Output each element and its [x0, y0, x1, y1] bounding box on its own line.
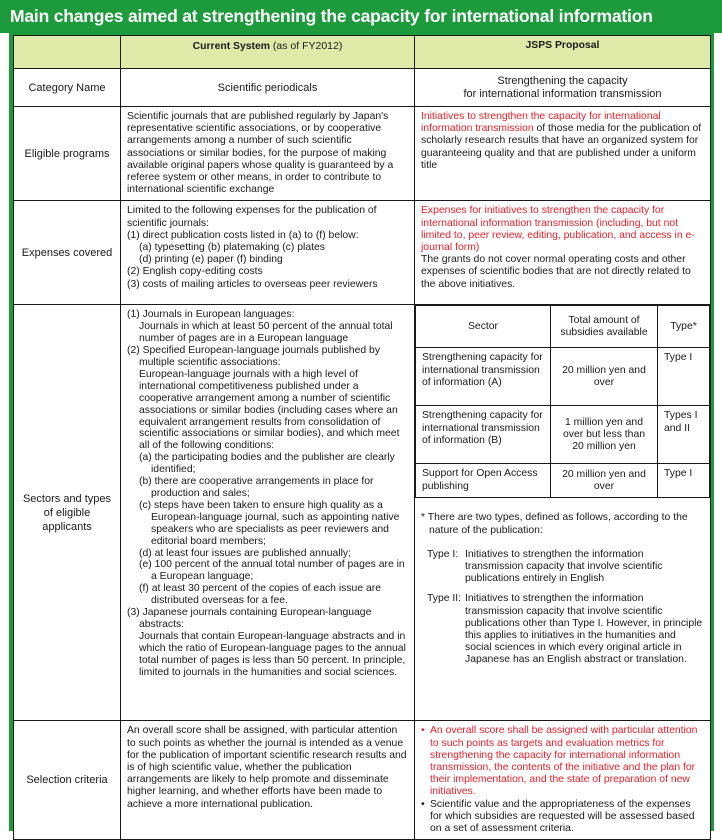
- type-notes: [415, 498, 710, 670]
- sector-row-1-type: Type I: [658, 348, 710, 406]
- sector-row-2-amount: 1 million yen and over but less than 20 million yen: [551, 406, 658, 464]
- expenses-intro: Limited to the following expenses for the publication of scientific journals:: [127, 205, 377, 229]
- expenses-proposal-highlight: Expenses for initiatives to strengthen the capacity for international information transmission (including, but not limited to, peer review, editing, publication, and access in e-journal form): [421, 205, 695, 254]
- type-1-text: Initiatives to strengthen the information transmission capacity that involve scientific publications entirely in English: [465, 548, 663, 585]
- sector-row: [416, 348, 710, 406]
- sectors-item-3: (3) Japanese journals containing European-language abstracts:: [127, 607, 372, 630]
- type-1-label: Type I:: [427, 548, 459, 560]
- expenses-label: Expenses covered: [14, 201, 121, 305]
- category-proposal-line1: Strengthening the capacity: [497, 74, 628, 87]
- type-2-label: Type II:: [427, 593, 462, 605]
- sectors-label: Sectors and types of eligible applicants: [14, 305, 121, 721]
- sector-head-amount: Total amount of subsidies available: [551, 306, 658, 348]
- comparison-table: [13, 35, 711, 840]
- eligible-proposal-text: of those media for the publication of scholarly research results that have an organized system for guaranteeing quality and that are published under a uniform title: [421, 123, 702, 171]
- selection-proposal: [415, 721, 711, 840]
- row-sectors: [14, 305, 711, 721]
- header-proposal: JSPS Proposal: [415, 36, 711, 69]
- type-2-text: Initiatives to strengthen the information transmission capacity that involve scientific publications other than Type I. However, in principle this applies to initiatives in the humanities and social sciences in which every original article in Japanese has an English abstract or translation.: [465, 593, 703, 666]
- eligible-proposal-highlight: Initiatives to strengthen the capacity for international information transmission: [421, 111, 661, 135]
- row-eligible: [14, 107, 711, 201]
- expenses-item-1a: (a) typesetting (b) platemaking (c) plates: [139, 242, 325, 254]
- row-expenses: [14, 201, 711, 305]
- sectors-item-1: (1) Journals in European languages:: [127, 309, 295, 321]
- selection-current: An overall score shall be assigned, with particular attention to such points as whether the journal is intended as a venue for the publication of important scientific research results and is of high scientific value, whether the publication arrangements are likely to help promote and disseminate higher learning, and whether efforts have been made to achieve a more international publication.: [121, 721, 415, 840]
- sectors-proposal: [415, 305, 711, 721]
- sector-subtable: [415, 305, 710, 498]
- type-2-note: [421, 593, 704, 666]
- sectors-cond-d: (d) at least four issues are published annually;: [139, 547, 351, 559]
- category-current: Scientific periodicals: [121, 69, 415, 107]
- selection-proposal-text: Scientific value and the appropriateness of the expenses for which subsidies are requested will be assessed based on a set of assessment criteria.: [430, 798, 695, 835]
- sectors-current: [121, 305, 415, 721]
- header-row: [14, 36, 711, 69]
- row-category: [14, 69, 711, 107]
- eligible-label: Eligible programs: [14, 107, 121, 201]
- header-current: [121, 36, 415, 69]
- header-current-label: Current System: [192, 41, 271, 52]
- sector-row-3-type: Type I: [658, 464, 710, 498]
- category-proposal-line2: for international information transmission: [463, 87, 662, 100]
- sectors-item-3-text: Journals that contain European-language abstracts and in which the ratio of European-language pages to the annual total number of pages is less than 50 percent. In principle, limited to journals in the humanities and social sciences.: [139, 630, 406, 678]
- sector-head-sector: Sector: [416, 306, 551, 348]
- category-proposal: [415, 69, 711, 107]
- sector-head-row: [416, 306, 710, 348]
- selection-proposal-highlight: An overall score shall be assigned with particular attention to such points as targets and evaluation metrics for strengthening the capacity for international information transmission, the contents of the initiative and the plan for their implementation, and the state of preparation of new initiatives.: [430, 725, 698, 798]
- expenses-item-3: (3) costs of mailing articles to overseas peer reviewers: [127, 278, 378, 290]
- expenses-proposal: [415, 201, 711, 305]
- eligible-proposal: [415, 107, 711, 201]
- sectors-item-2: (2) Specified European-language journals published by multiple scientific associations:: [127, 345, 381, 369]
- sector-head-type: Type*: [658, 306, 710, 348]
- expenses-item-1: (1) direct publication costs listed in (a) to (f) below:: [127, 229, 359, 241]
- category-label: Category Name: [14, 69, 121, 107]
- bullet-icon: •: [421, 725, 425, 737]
- expenses-current: [121, 201, 415, 305]
- header-blank: [14, 36, 121, 69]
- page-title: Main changes aimed at strengthening the capacity for international information: [0, 0, 722, 33]
- eligible-current: Scientific journals that are published regularly by Japan's representative scientific associations, or by cooperative arrangements among a number of such scientific associations or similar bodies, for the purpose of making available original papers whose quality is guaranteed by a referee system or other means, in order to contribute to international scientific exchange: [121, 107, 415, 201]
- sectors-item-1-text: Journals in which at least 50 percent of the annual total number of pages are in a European language: [139, 321, 393, 345]
- sector-row-3-amount: 20 million yen and over: [551, 464, 658, 498]
- sector-row: [416, 464, 710, 498]
- sectors-cond-b: (b) there are cooperative arrangements in place for production and sales;: [139, 476, 374, 500]
- sector-row-1-amount: 20 million yen and over: [551, 348, 658, 406]
- expenses-item-1b: (d) printing (e) paper (f) binding: [139, 254, 283, 266]
- type-1-note: [421, 549, 704, 586]
- expenses-item-2: (2) English copy-editing costs: [127, 266, 263, 278]
- expenses-proposal-text: The grants do not cover normal operating costs and other expenses of scientific bodies that are not directly related to the above initiatives.: [421, 254, 691, 290]
- bullet-icon: •: [421, 798, 425, 810]
- sectors-item-2-text: European-language journals with a high level of international competitiveness published under a cooperative arrangement among a number of scientific associations or similar bodies (including cases where an equivalent arrangement results from consolidation of scientific associations or similar bodies), and which meet all of the following conditions:: [139, 368, 400, 452]
- selection-label: Selection criteria: [14, 721, 121, 840]
- row-selection: [14, 721, 711, 840]
- sector-row-2-type: Types I and II: [658, 406, 710, 464]
- selection-proposal-bullet-1: [421, 725, 704, 798]
- sectors-cond-e: (e) 100 percent of the annual total number of pages are in a European language;: [139, 559, 405, 583]
- type-note-intro: * There are two types, defined as follows, according to the nature of the publication:: [421, 512, 688, 536]
- sectors-cond-f: (f) at least 30 percent of the copies of each issue are distributed overseas for a fee.: [139, 583, 382, 607]
- sectors-cond-a: (a) the participating bodies and the publisher are clearly identified;: [139, 452, 395, 476]
- sectors-cond-c: (c) steps have been taken to ensure high quality as a European-language journal, such as appointing native speakers who are specialists as peer reviewers and editorial board members;: [139, 499, 400, 547]
- sector-row-1-name: Strengthening capacity for international transmission of information (A): [416, 348, 551, 406]
- selection-proposal-bullet-2: [421, 799, 704, 836]
- sector-row-2-name: Strengthening capacity for international transmission of information (B): [416, 406, 551, 464]
- sector-row-3-name: Support for Open Access publishing: [416, 464, 551, 498]
- header-current-note: (as of FY2012): [272, 40, 343, 52]
- sector-row: [416, 406, 710, 464]
